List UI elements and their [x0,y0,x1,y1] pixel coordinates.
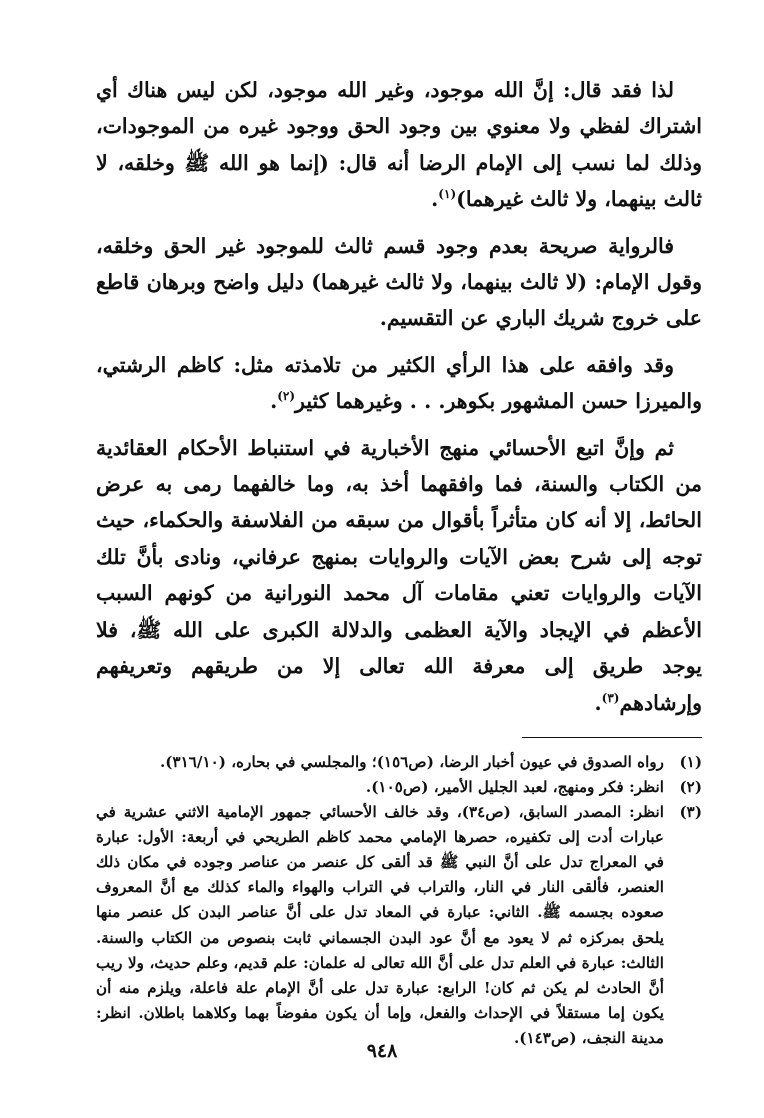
footnote-number: (١) [679,752,702,771]
footnote-1 [96,750,702,775]
footnote-2 [96,775,702,800]
footnote-3-label-first: الأول: [136,828,174,847]
footnote-divider [522,737,702,738]
footnote-3-label-third: الثالث: [620,953,664,972]
paragraph-2: فالرواية صريحة بعدم وجود قسم ثالث للموجود غير الحق وخلقه، وقول الإمام: (لا ثالث بينهما، ولا ثالث غيرهما) دليل واضح وبرهان قاطع على خروج شريك الباري عن التقسيم. [96,233,702,331]
main-text [96,72,702,721]
footnote-text: انظر: فكر ومنهج، لعبد الجليل الأمير، (ص١٠٥). [365,778,664,796]
footnote-number: (٢) [679,778,702,796]
footnote-3-second: عبارة في المعاد تدل على أنَّ عناصر البدن كل عنصر منها يلحق بمركزه ثم لا يعود مع أنَّ عود البدن الجسماني ثابت بنصوص من الكتاب والسنة. [96,903,664,947]
footnote-3-fourth: عبارة تدل على أنَّ الإمام علة فاعلة، ويلزم منه أن يكون إما مستقلاً في الإحداث والفعل، وإما أن يكون مفوضاً بهما وكلاهما باطلان. انظر: مدينة النجف، (ص١٤٣). [96,978,664,1047]
paragraph-4-end: . [594,690,602,715]
paragraph-3-end: . [270,389,278,414]
footnote-3-label-fourth: الرابع: [436,978,477,997]
footnote-3-intro: انظر: المصدر السابق، (ص٣٤)، وقد خالف الأحسائي جمهور الإمامية الاثني عشرية في عبارات أدت إلى تكفيره، حصرها الإمامي محمد كاظم الطريحي في أربعة: [96,803,664,847]
footnote-3-third: عبارة في العلم تدل على أنَّ الله تعالى له علمان: علم قديم، وعلم حديث، ولا ريب أنَّ الحادث لم يكن ثم كان! [96,953,664,997]
footnote-ref-2[interactable]: (٢) [277,389,296,404]
paragraph-4 [96,430,702,721]
footnote-number: (٣) [679,803,702,822]
footnote-text: رواه الصدوق في عيون أخبار الرضا، (ص١٥٦)؛ والمجلسي في بحاره، (٣١٦/١٠). [159,752,664,771]
footnote-3 [96,800,702,1051]
paragraph-3 [96,347,702,420]
paragraph-1-text: لذا فقد قال: إنَّ الله موجود، وغير الله موجود، لكن ليس هناك أي اشتراك لفظي ولا معنوي بين وجود الحق ووجود غيره من الموجودات، وذلك لما نسب إلى الإمام الرضا أنه قال: (إنما هو الله ﷺ وخلقه، لا ثالث بينهما، ولا ثالث غيرهما) [96,78,702,212]
paragraph-1 [96,72,702,218]
page-number: ٩٤٨ [366,1040,398,1062]
footnote-3-label-second: الثاني: [488,903,530,922]
footnotes [96,750,702,1051]
footnote-ref-1[interactable]: (١) [438,187,457,202]
paragraph-1-end: . [431,187,439,212]
page-content [96,72,702,1051]
footnote-3-first: عبارة في المعراج تدل على أنَّ النبي ﷺ قد ألقى كل عنصر من عناصر وجوده في مكان ذلك العنصر، فألقى النار في النار، والتراب في التراب والهواء والماء كذلك مع أنَّ المعروف صعوده بجسمه ﷺ. [96,828,665,922]
footnote-ref-3[interactable]: (٣) [601,690,620,705]
paragraph-3-text: وقد وافقه على هذا الرأي الكثير من تلامذته مثل: كاظم الرشتي، والميرزا حسن المشهور بكوهر. . . وغيرهما كثير [96,352,702,414]
paragraph-4-text: ثم وإنَّ اتبع الأحسائي منهج الأخبارية في استنباط الأحكام العقائدية من الكتاب والسنة، فما وافقهما أخذ به، وما خالفهما رمى به عرض الحائط، إلا أنه كان متأثراً بأقوال من سبقه من الفلاسفة والحكماء، حيث توجه إلى شرح بعض الآيات والروايات بمنهج عرفاني، ونادى بأنَّ تلك الآيات والروايات تعني مقامات آل محمد النورانية من كونهم السبب الأعظم في الإيجاد والآية العظمى والدلالة الكبرى على الله ﷺ، فلا يوجد طريق إلى معرفة الله تعالى إلا من طريقهم وتعريفهم وإرشادهم [96,435,702,715]
footnote-text [96,800,664,1051]
